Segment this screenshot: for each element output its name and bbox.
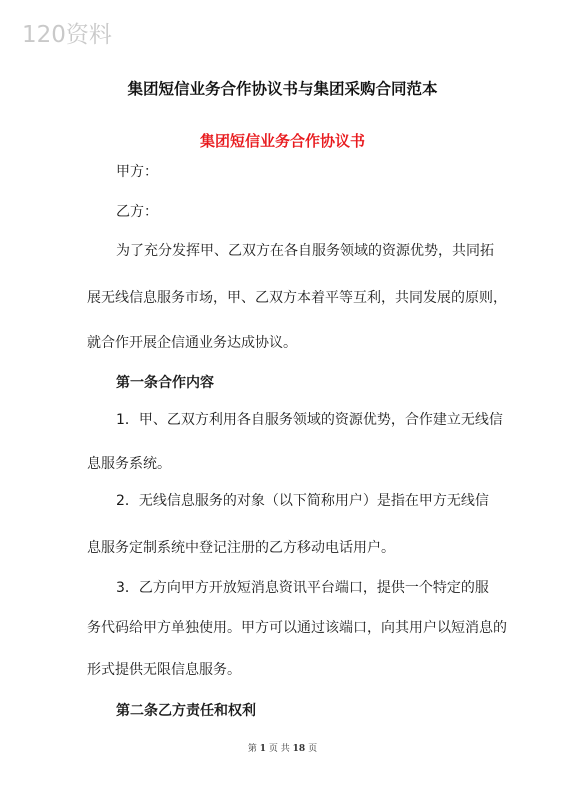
intro-line: 就合作开展企信通业务达成协议。 [87,335,297,351]
party-a-label: 甲方： [116,164,158,180]
watermark-logo: 120资料 [22,22,112,48]
section-title: 集团短信业务合作协议书 [199,132,365,150]
page-footer [0,741,565,754]
article-1-item-3-line: 形式提供无限信息服务。 [87,662,241,678]
intro-line: 为了充分发挥甲、乙双方在各自服务领域的资源优势，共同拓 [116,243,494,259]
intro-line: 展无线信息服务市场，甲、乙双方本着平等互利，共同发展的原则， [87,290,507,306]
article-1-item-1-line: 1．甲、乙双方利用各自服务领域的资源优势，合作建立无线信 [116,412,503,428]
footer-total-pages: 18 [292,744,306,754]
footer-middle: 页 共 [268,744,290,754]
footer-page-number: 1 [259,744,267,754]
article-1-item-2-line: 2．无线信息服务的对象（以下简称用户）是指在甲方无线信 [116,493,489,509]
article-1-item-2-line: 息服务定制系统中登记注册的乙方移动电话用户。 [87,540,395,556]
document-title: 集团短信业务合作协议书与集团采购合同范本 [127,79,438,98]
article-2-heading: 第二条乙方责任和权利 [116,703,256,719]
footer-suffix: 页 [308,744,318,754]
article-1-heading: 第一条合作内容 [116,375,214,391]
article-1-item-3-line: 务代码给甲方单独使用。甲方可以通过该端口，向其用户以短消息的 [87,620,507,636]
footer-prefix: 第 [247,744,257,754]
article-1-item-1-line: 息服务系统。 [87,456,171,472]
party-b-label: 乙方： [116,204,158,220]
article-1-item-3-line: 3．乙方向甲方开放短消息资讯平台端口，提供一个特定的服 [116,580,489,596]
